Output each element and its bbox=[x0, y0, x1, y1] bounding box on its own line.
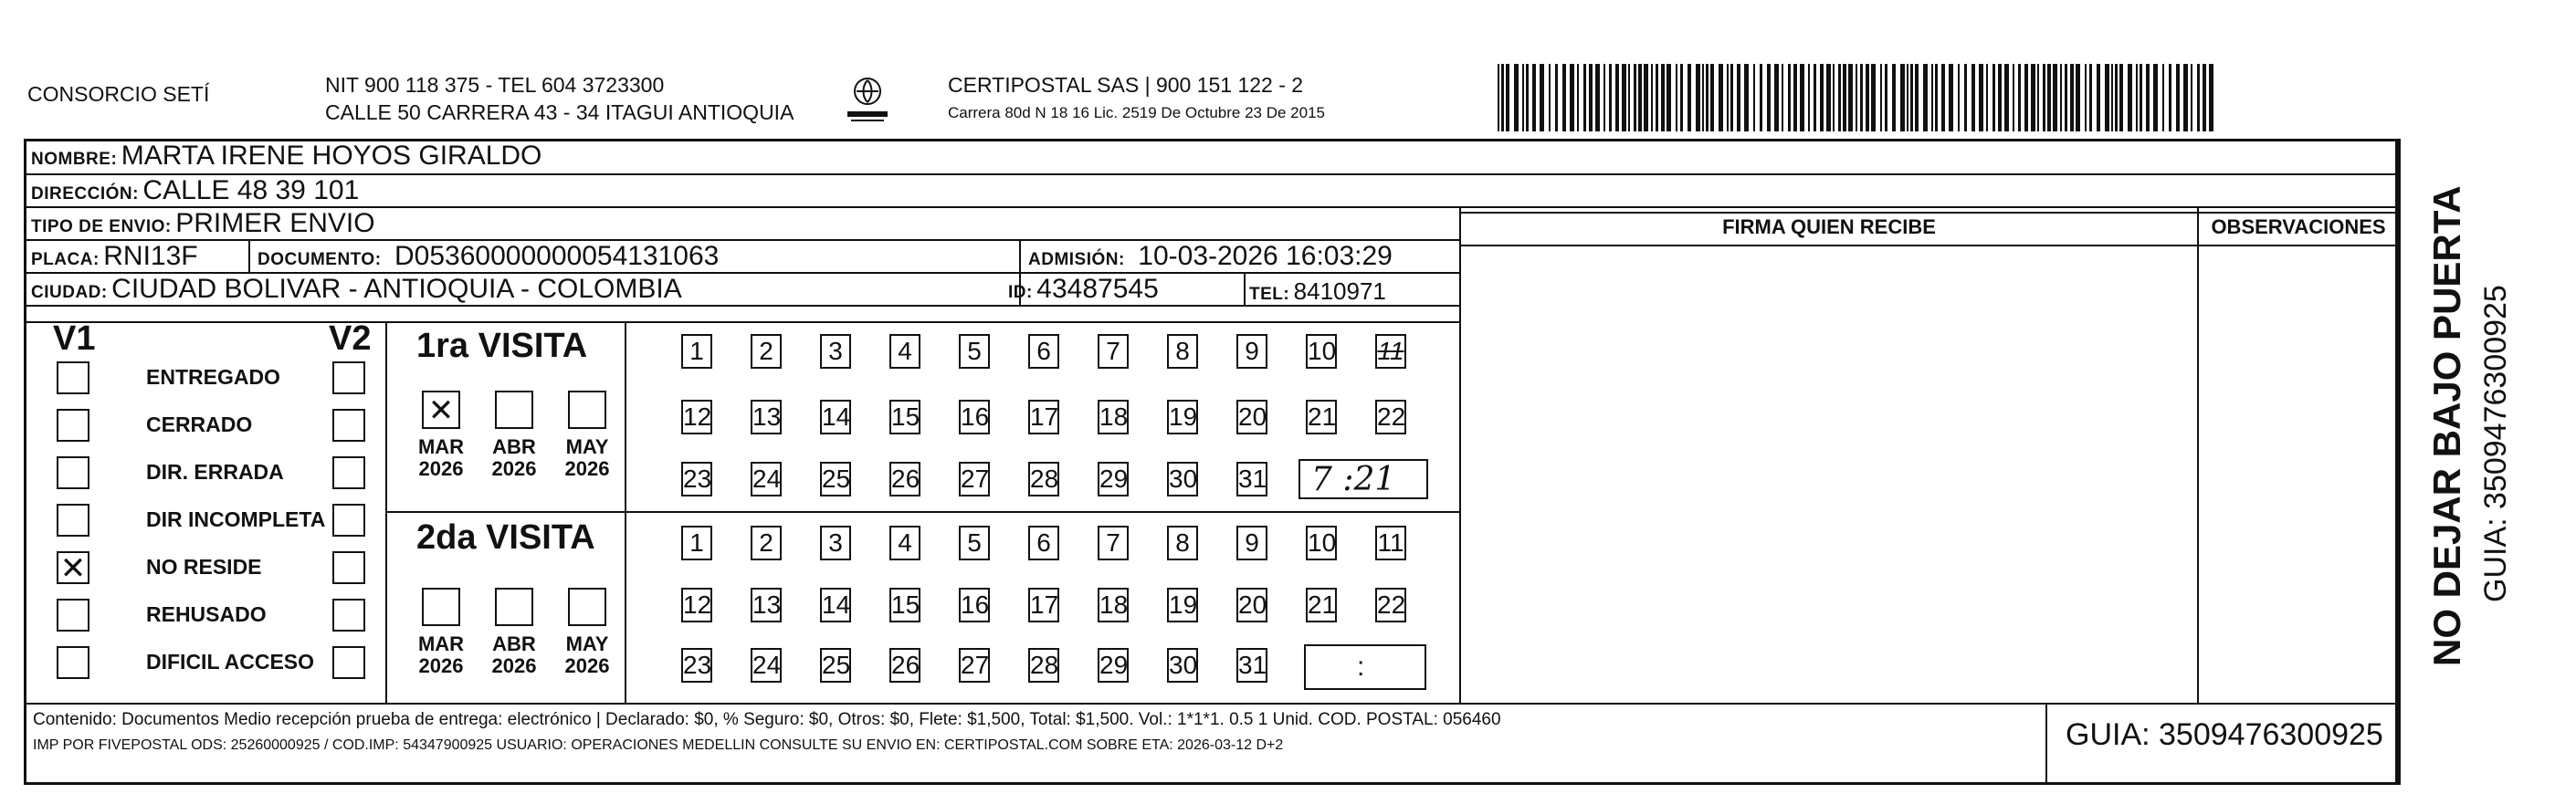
day-box[interactable]: 18 bbox=[1098, 588, 1129, 622]
day-box[interactable]: 24 bbox=[751, 462, 782, 496]
barcode-bar bbox=[1549, 64, 1551, 131]
barcode-bar bbox=[1498, 64, 1499, 131]
v2-label: V2 bbox=[329, 319, 372, 358]
nombre-field bbox=[31, 141, 541, 172]
barcode-bar bbox=[1562, 64, 1566, 131]
month-label bbox=[484, 633, 544, 677]
admision-value: 10-03-2026 16:03:29 bbox=[1138, 241, 1393, 271]
day-box[interactable]: 22 bbox=[1375, 588, 1406, 622]
placa-field bbox=[31, 241, 198, 272]
barcode-bar bbox=[1992, 64, 1995, 131]
barcode-bar bbox=[1998, 64, 2002, 131]
barcode-bar bbox=[1808, 64, 1810, 131]
month-year: 2026 bbox=[491, 654, 537, 678]
v2-checkbox[interactable] bbox=[332, 456, 365, 489]
barcode-bar bbox=[2191, 64, 2192, 131]
day-box[interactable]: 17 bbox=[1028, 588, 1059, 622]
day-box[interactable]: 27 bbox=[959, 462, 990, 496]
barcode-bar bbox=[1727, 64, 1729, 131]
certipostal-sub: Carrera 80d N 18 16 Lic. 2519 De Octubre 23 De 2015 bbox=[948, 104, 1325, 121]
v1-checkbox[interactable] bbox=[57, 361, 89, 394]
status-label: NO RESIDE bbox=[146, 555, 262, 579]
barcode-bar bbox=[2105, 64, 2109, 131]
day-box[interactable]: 8 bbox=[1167, 334, 1198, 369]
barcode-bar bbox=[2111, 64, 2113, 131]
barcode-bar bbox=[2209, 64, 2213, 131]
second-visit-time[interactable] bbox=[1304, 644, 1426, 690]
admision-label: ADMISIÓN: bbox=[1028, 250, 1125, 269]
day-box[interactable]: 6 bbox=[1028, 334, 1059, 369]
day-box[interactable]: 14 bbox=[820, 588, 851, 622]
day-box[interactable]: 3 bbox=[820, 334, 851, 369]
day-box[interactable]: 9 bbox=[1236, 334, 1267, 369]
barcode-bar bbox=[2203, 64, 2206, 131]
barcode-bar bbox=[1767, 64, 1771, 131]
barcode-bar bbox=[2128, 64, 2132, 131]
month-label bbox=[411, 436, 471, 480]
tel-value: 8410971 bbox=[1293, 277, 1386, 305]
barcode-bar bbox=[1907, 64, 1908, 131]
barcode-bar bbox=[1583, 64, 1586, 131]
month-checkbox[interactable] bbox=[568, 588, 606, 626]
day-box[interactable]: 1 bbox=[681, 526, 712, 560]
day-box[interactable]: 14 bbox=[820, 400, 851, 434]
day-box[interactable]: 28 bbox=[1028, 648, 1059, 683]
barcode-bar bbox=[1979, 64, 1983, 131]
barcode-bar bbox=[1526, 64, 1529, 131]
ciudad-value: CIUDAD BOLIVAR - ANTIOQUIA - COLOMBIA bbox=[111, 274, 682, 304]
barcode-bar bbox=[1577, 64, 1579, 131]
barcode-bar bbox=[1915, 64, 1919, 131]
day-box[interactable]: 4 bbox=[889, 334, 920, 369]
v1-checkbox[interactable] bbox=[57, 646, 89, 679]
day-box[interactable]: 24 bbox=[751, 648, 782, 683]
day-box[interactable]: 31 bbox=[1236, 648, 1267, 683]
v1-checkbox[interactable] bbox=[57, 599, 89, 632]
day-box[interactable]: 3 bbox=[820, 526, 851, 560]
barcode-bar bbox=[2183, 64, 2188, 131]
nombre-value: MARTA IRENE HOYOS GIRALDO bbox=[121, 141, 542, 171]
barcode-bar bbox=[1800, 64, 1804, 131]
status-label: DIR INCOMPLETA bbox=[146, 507, 326, 531]
status-label: REHUSADO bbox=[146, 602, 267, 626]
no-dejar-bajo-puerta: NO DEJAR BAJO PUERTA bbox=[2425, 185, 2468, 666]
barcode-bar bbox=[1871, 64, 1876, 131]
barcode-bar bbox=[2197, 64, 2200, 131]
barcode-bar bbox=[1644, 64, 1648, 131]
barcode-bar bbox=[1860, 64, 1863, 131]
day-box[interactable]: 21 bbox=[1306, 588, 1337, 622]
day-box[interactable]: 15 bbox=[889, 400, 920, 434]
barcode-bar bbox=[2060, 64, 2062, 131]
barcode-bar bbox=[1522, 64, 1524, 131]
barcode-bar bbox=[1866, 64, 1869, 131]
month-name: MAR bbox=[417, 435, 465, 458]
tel-label: TEL: bbox=[1249, 285, 1290, 304]
barcode-bar bbox=[2065, 64, 2067, 131]
month-name: MAY bbox=[565, 632, 609, 655]
barcode-bar bbox=[2053, 64, 2057, 131]
address-line: CALLE 50 CARRERA 43 - 34 ITAGUI ANTIOQUIA bbox=[325, 100, 794, 124]
day-box[interactable]: 29 bbox=[1098, 462, 1129, 496]
month-year: 2026 bbox=[491, 457, 537, 481]
month-checkbox[interactable] bbox=[422, 391, 460, 429]
barcode-bar bbox=[2097, 64, 2100, 131]
barcode-bar bbox=[1971, 64, 1975, 131]
barcode-bar bbox=[2031, 64, 2035, 131]
id-value: 43487545 bbox=[1036, 274, 1159, 304]
placa-label: PLACA: bbox=[31, 250, 100, 269]
placa-value: RNI13F bbox=[103, 241, 198, 271]
firma-header: FIRMA QUIEN RECIBE bbox=[1722, 215, 1936, 238]
v2-checkbox[interactable] bbox=[332, 646, 365, 679]
barcode-bar bbox=[1856, 64, 1857, 131]
tipo-envio-label: TIPO DE ENVIO: bbox=[31, 217, 172, 236]
barcode-bar bbox=[1941, 64, 1945, 131]
certipostal-logo-icon bbox=[840, 73, 895, 126]
barcode-bar bbox=[2162, 64, 2164, 131]
month-year: 2026 bbox=[418, 457, 464, 481]
day-box[interactable]: 5 bbox=[959, 334, 990, 369]
barcode-icon bbox=[1498, 64, 2219, 131]
barcode-bar bbox=[1793, 64, 1797, 131]
month-name: ABR bbox=[492, 632, 536, 655]
barcode-bar bbox=[1910, 64, 1913, 131]
documento-label: DOCUMENTO: bbox=[258, 250, 382, 269]
day-box[interactable]: 29 bbox=[1098, 648, 1129, 683]
barcode-bar bbox=[1737, 64, 1740, 131]
barcode-bar bbox=[2047, 64, 2051, 131]
barcode-bar bbox=[1532, 64, 1536, 131]
direccion-label: DIRECCIÓN: bbox=[31, 184, 139, 204]
first-visit-title: 1ra VISITA bbox=[416, 327, 588, 365]
day-box[interactable]: 4 bbox=[889, 526, 920, 560]
month-label bbox=[557, 436, 617, 480]
barcode-bar bbox=[2176, 64, 2180, 131]
v2-checkbox[interactable] bbox=[332, 361, 365, 394]
day-box[interactable]: 16 bbox=[959, 400, 990, 434]
day-box[interactable]: 5 bbox=[959, 526, 990, 560]
day-box[interactable]: 19 bbox=[1167, 400, 1198, 434]
month-label bbox=[411, 633, 471, 677]
v1-checkbox[interactable] bbox=[57, 550, 89, 587]
day-box[interactable]: 23 bbox=[681, 462, 712, 496]
barcode-bar bbox=[1603, 64, 1605, 131]
barcode-bar bbox=[1820, 64, 1824, 131]
day-box[interactable]: 25 bbox=[820, 462, 851, 496]
day-box[interactable]: 20 bbox=[1236, 400, 1267, 434]
barcode-bar bbox=[1676, 64, 1677, 131]
month-name: MAY bbox=[565, 435, 609, 458]
guia-footer: GUIA: 3509476300925 bbox=[2066, 717, 2383, 752]
v2-checkbox[interactable] bbox=[332, 599, 365, 632]
direccion-field bbox=[31, 175, 359, 206]
barcode-bar bbox=[2153, 64, 2158, 131]
barcode-bar bbox=[2169, 64, 2171, 131]
barcode-bar bbox=[1730, 64, 1733, 131]
barcode-bar bbox=[1506, 64, 1509, 131]
imp-text: IMP POR FIVEPOSTAL ODS: 25260000925 / COD.IMP: 54347900925 USUARIO: OPERACIONES MEDELLIN CONSULTE SU ENVIO EN: CERTIPOSTAL.COM SOBRE ETA: 2026-03-12 D+2 bbox=[33, 737, 1284, 753]
day-box[interactable]: 2 bbox=[751, 526, 782, 560]
day-box[interactable]: 6 bbox=[1028, 526, 1059, 560]
nombre-label: NOMBRE: bbox=[31, 150, 118, 169]
barcode-bar bbox=[1833, 64, 1835, 131]
admision-field bbox=[1028, 241, 1393, 272]
day-box[interactable]: 26 bbox=[889, 462, 920, 496]
documento-field bbox=[258, 241, 719, 272]
barcode-bar bbox=[1744, 64, 1749, 131]
company-name: CONSORCIO SETÍ bbox=[27, 82, 210, 106]
v1-checkbox[interactable] bbox=[57, 504, 89, 537]
barcode-bar bbox=[1843, 64, 1846, 131]
day-box[interactable]: 28 bbox=[1028, 462, 1059, 496]
month-label bbox=[484, 436, 544, 480]
guia-side: GUIA: 3509476300925 bbox=[2478, 285, 2513, 602]
tipo-envio-value: PRIMER ENVIO bbox=[175, 208, 375, 238]
barcode-bar bbox=[1514, 64, 1519, 131]
barcode-bar bbox=[1760, 64, 1762, 131]
barcode-bar bbox=[1774, 64, 1779, 131]
day-box[interactable]: 22 bbox=[1375, 400, 1406, 434]
day-box[interactable]: 11 bbox=[1375, 334, 1406, 369]
month-year: 2026 bbox=[418, 654, 464, 678]
barcode-bar bbox=[1651, 64, 1653, 131]
barcode-bar bbox=[1782, 64, 1783, 131]
barcode-bar bbox=[1702, 64, 1704, 131]
day-box[interactable]: 17 bbox=[1028, 400, 1059, 434]
month-year: 2026 bbox=[564, 457, 610, 481]
barcode-bar bbox=[2136, 64, 2138, 131]
barcode-bar bbox=[1615, 64, 1619, 131]
v1-checkbox[interactable] bbox=[57, 409, 89, 442]
day-box[interactable]: 7 bbox=[1098, 334, 1129, 369]
day-box[interactable]: 25 bbox=[820, 648, 851, 683]
day-box[interactable]: 10 bbox=[1306, 526, 1337, 560]
second-visit-title: 2da VISITA bbox=[416, 518, 595, 557]
day-box[interactable]: 21 bbox=[1306, 400, 1337, 434]
barcode-bar bbox=[1788, 64, 1791, 131]
day-box[interactable]: 19 bbox=[1167, 588, 1198, 622]
second-visit-time-value: : bbox=[1357, 652, 1365, 682]
v2-checkbox[interactable] bbox=[332, 551, 365, 584]
barcode-bar bbox=[2043, 64, 2045, 131]
barcode-bar bbox=[1710, 64, 1714, 131]
barcode-bar bbox=[1634, 64, 1636, 131]
day-box[interactable]: 13 bbox=[751, 400, 782, 434]
barcode-bar bbox=[1900, 64, 1905, 131]
status-label: DIR. ERRADA bbox=[146, 460, 284, 484]
barcode-bar bbox=[1753, 64, 1755, 131]
day-box[interactable]: 1 bbox=[681, 334, 712, 369]
check-mark-icon: ✕ bbox=[59, 550, 87, 587]
month-checkbox[interactable] bbox=[495, 391, 533, 429]
day-box[interactable]: 18 bbox=[1098, 400, 1129, 434]
barcode-bar bbox=[1696, 64, 1700, 131]
day-box[interactable]: 2 bbox=[751, 334, 782, 369]
barcode-bar bbox=[1680, 64, 1683, 131]
contenido-text: Contenido: Documentos Medio recepción prueba de entrega: electrónico | Declarado: $0, % Seguro: $0, Otros: $0, Flete: $1,500, Total: $1,500. Vol.: 1*1*1. 0.5 1 Unid. COD. POSTAL: 056460 bbox=[33, 710, 1501, 729]
tipo-envio-field bbox=[31, 208, 375, 239]
barcode-bar bbox=[1656, 64, 1658, 131]
barcode-bar bbox=[1949, 64, 1953, 131]
first-visit-time-value: 7 :21 bbox=[1311, 461, 1396, 498]
barcode-bar bbox=[1958, 64, 1960, 131]
barcode-bar bbox=[1826, 64, 1831, 131]
barcode-bar bbox=[1885, 64, 1887, 131]
barcode-bar bbox=[2013, 64, 2014, 131]
barcode-bar bbox=[1540, 64, 1544, 131]
barcode-bar bbox=[1892, 64, 1896, 131]
barcode-bar bbox=[1622, 64, 1626, 131]
barcode-bar bbox=[1880, 64, 1882, 131]
barcode-bar bbox=[1501, 64, 1504, 131]
barcode-bar bbox=[1555, 64, 1558, 131]
barcode-bar bbox=[1931, 64, 1933, 131]
barcode-bar bbox=[1688, 64, 1691, 131]
barcode-bar bbox=[1814, 64, 1816, 131]
day-box[interactable]: 30 bbox=[1167, 648, 1198, 683]
day-box[interactable]: 8 bbox=[1167, 526, 1198, 560]
month-checkbox[interactable] bbox=[568, 391, 606, 429]
day-box[interactable]: 20 bbox=[1236, 588, 1267, 622]
documento-value: D05360000000054131063 bbox=[394, 241, 720, 271]
barcode-bar bbox=[1589, 64, 1593, 131]
day-box[interactable]: 31 bbox=[1236, 462, 1267, 496]
barcode-bar bbox=[2076, 64, 2080, 131]
day-box[interactable]: 26 bbox=[889, 648, 920, 683]
barcode-bar bbox=[1667, 64, 1671, 131]
ciudad-field bbox=[31, 274, 682, 305]
v2-checkbox[interactable] bbox=[332, 504, 365, 537]
day-box[interactable]: 15 bbox=[889, 588, 920, 622]
nit-line: NIT 900 118 375 - TEL 604 3723300 bbox=[325, 73, 665, 97]
id-label: ID: bbox=[1008, 283, 1033, 302]
day-box[interactable]: 9 bbox=[1236, 526, 1267, 560]
v2-checkbox[interactable] bbox=[332, 409, 365, 442]
barcode-bar bbox=[2018, 64, 2021, 131]
barcode-bar bbox=[1838, 64, 1841, 131]
month-name: ABR bbox=[492, 435, 536, 458]
month-year: 2026 bbox=[564, 654, 610, 678]
barcode-bar bbox=[1570, 64, 1574, 131]
day-box[interactable]: 13 bbox=[751, 588, 782, 622]
observaciones-header: OBSERVACIONES bbox=[2211, 215, 2386, 238]
day-box[interactable]: 10 bbox=[1306, 334, 1337, 369]
barcode-bar bbox=[1706, 64, 1709, 131]
barcode-bar bbox=[2085, 64, 2087, 131]
first-visit-time[interactable] bbox=[1299, 459, 1428, 499]
month-checkbox[interactable] bbox=[422, 588, 460, 626]
day-box[interactable]: 30 bbox=[1167, 462, 1198, 496]
barcode-bar bbox=[1964, 64, 1967, 131]
day-box[interactable]: 12 bbox=[681, 400, 712, 434]
ciudad-label: CIUDAD: bbox=[31, 283, 108, 302]
direccion-value: CALLE 48 39 101 bbox=[142, 175, 360, 205]
barcode-bar bbox=[1719, 64, 1723, 131]
tel-field bbox=[1249, 277, 1386, 306]
barcode-bar bbox=[1638, 64, 1642, 131]
id-field bbox=[1008, 274, 1159, 305]
barcode-bar bbox=[2115, 64, 2118, 131]
certipostal-line: CERTIPOSTAL SAS | 900 151 122 - 2 bbox=[948, 73, 1304, 97]
day-box[interactable]: 16 bbox=[959, 588, 990, 622]
status-label: ENTREGADO bbox=[146, 365, 280, 389]
check-mark-icon: ✕ bbox=[427, 392, 455, 429]
day-box[interactable]: 7 bbox=[1098, 526, 1129, 560]
barcode-bar bbox=[1848, 64, 1853, 131]
barcode-bar bbox=[1661, 64, 1665, 131]
barcode-bar bbox=[2119, 64, 2123, 131]
v1-checkbox[interactable] bbox=[57, 456, 89, 489]
month-name: MAR bbox=[417, 632, 465, 655]
month-checkbox[interactable] bbox=[495, 588, 533, 626]
barcode-bar bbox=[1609, 64, 1612, 131]
barcode-bar bbox=[1935, 64, 1938, 131]
day-box[interactable]: 11 bbox=[1375, 526, 1406, 560]
barcode-bar bbox=[2140, 64, 2142, 131]
status-label: DIFICIL ACCESO bbox=[146, 650, 315, 674]
barcode-bar bbox=[2146, 64, 2150, 131]
barcode-bar bbox=[2024, 64, 2028, 131]
barcode-bar bbox=[2037, 64, 2039, 131]
barcode-bar bbox=[2004, 64, 2009, 131]
day-box[interactable]: 12 bbox=[681, 588, 712, 622]
month-label bbox=[557, 633, 617, 677]
barcode-bar bbox=[2089, 64, 2092, 131]
barcode-bar bbox=[1628, 64, 1630, 131]
v1-label: V1 bbox=[53, 319, 96, 358]
day-box[interactable]: 27 bbox=[959, 648, 990, 683]
status-label: CERRADO bbox=[146, 413, 253, 436]
barcode-bar bbox=[2070, 64, 2074, 131]
barcode-bar bbox=[1595, 64, 1600, 131]
barcode-bar bbox=[1923, 64, 1928, 131]
barcode-bar bbox=[1986, 64, 1988, 131]
day-box[interactable]: 23 bbox=[681, 648, 712, 683]
